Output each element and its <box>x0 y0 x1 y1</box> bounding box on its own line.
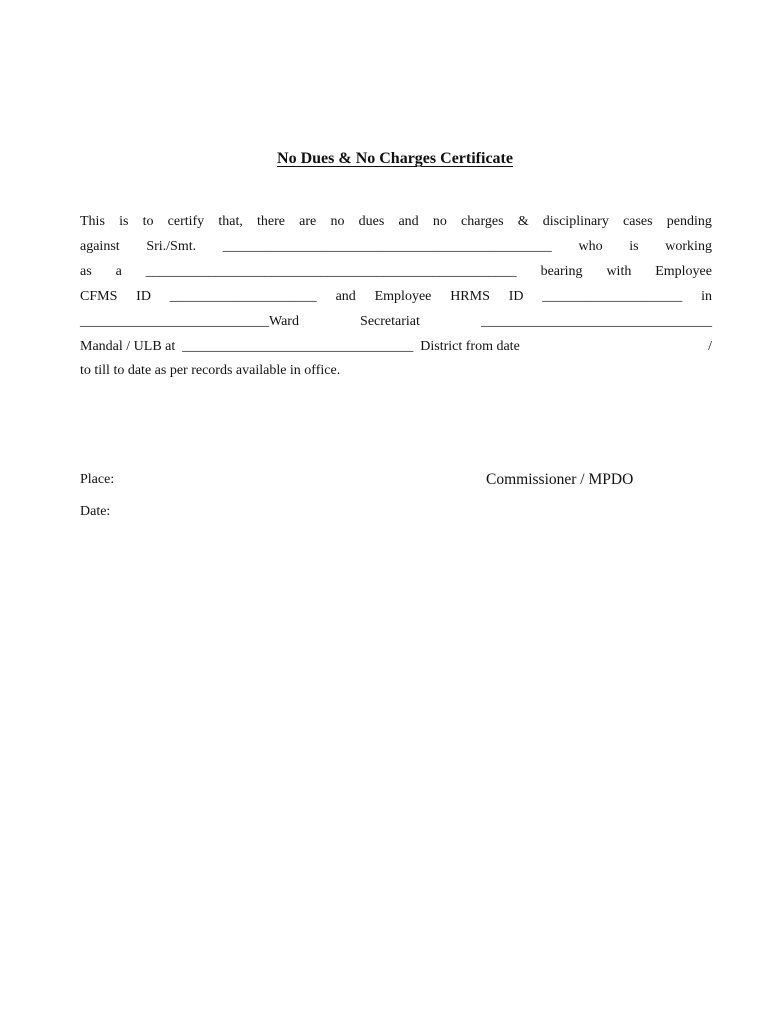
body-text-segment: _________________________________ <box>480 314 712 329</box>
body-text-segment: Employee <box>655 264 712 279</box>
body-text-segment: a <box>115 264 122 279</box>
body-text-segment: ID <box>508 289 524 304</box>
body-text-segment: that, <box>218 214 243 229</box>
body-line <box>80 214 712 230</box>
body-text-segment: _______________________________________________ <box>222 239 552 254</box>
body-text-segment: disciplinary <box>542 214 609 229</box>
body-text-segment: ___________________________Ward <box>80 314 299 329</box>
body-text-segment: CFMS <box>80 289 118 304</box>
body-text-segment: are <box>299 214 317 229</box>
body-text-segment: there <box>257 214 285 229</box>
body-text-segment: ____________________ <box>542 289 683 304</box>
body-text-segment: cases <box>623 214 653 229</box>
body-text-segment: in <box>701 289 712 304</box>
body-text-segment: pending <box>666 214 712 229</box>
body-line <box>80 264 712 280</box>
body-text-segment: who <box>578 239 603 254</box>
body-text-segment: & <box>517 214 529 229</box>
body-text-segment: _____________________ <box>169 289 317 304</box>
body-text-segment: with <box>606 264 632 279</box>
body-text-segment: to till to date as per records available in office. <box>80 363 341 378</box>
body-text-segment: no <box>330 214 345 229</box>
body-text-segment: ID <box>136 289 151 304</box>
body-text-segment: certify <box>167 214 205 229</box>
body-line <box>80 339 712 355</box>
body-text-segment: _____________________________________________________ <box>145 264 517 279</box>
body-text-segment: and <box>335 289 356 304</box>
body-text-segment: is <box>119 214 129 229</box>
body-line <box>80 363 712 379</box>
body-text-segment: Secretariat <box>360 314 420 329</box>
body-text-segment: to <box>142 214 154 229</box>
body-text-segment: HRMS <box>450 289 490 304</box>
body-text-segment: as <box>80 264 92 279</box>
body-text-segment: is <box>629 239 639 254</box>
body-line <box>80 239 712 255</box>
certificate-title: No Dues & No Charges Certificate <box>277 150 513 167</box>
body-line <box>80 314 712 330</box>
body-text-segment: bearing <box>540 264 583 279</box>
body-text-segment: against <box>80 239 120 254</box>
body-line <box>80 289 712 305</box>
body-text-segment: dues <box>358 214 385 229</box>
body-text-segment: working <box>665 239 712 254</box>
body-text-segment: / <box>708 339 712 354</box>
body-text-segment: and <box>398 214 419 229</box>
body-text-segment: Sri./Smt. <box>146 239 197 254</box>
place-label: Place: <box>80 472 115 487</box>
body-text-segment: charges <box>461 214 504 229</box>
signatory-title: Commissioner / MPDO <box>486 471 634 488</box>
body-text-segment: Employee <box>374 289 432 304</box>
body-text-segment: This <box>80 214 105 229</box>
body-text-segment: no <box>432 214 447 229</box>
body-text-segment: Mandal / ULB at _________________________________ District from date <box>80 339 520 354</box>
date-label: Date: <box>80 504 111 519</box>
